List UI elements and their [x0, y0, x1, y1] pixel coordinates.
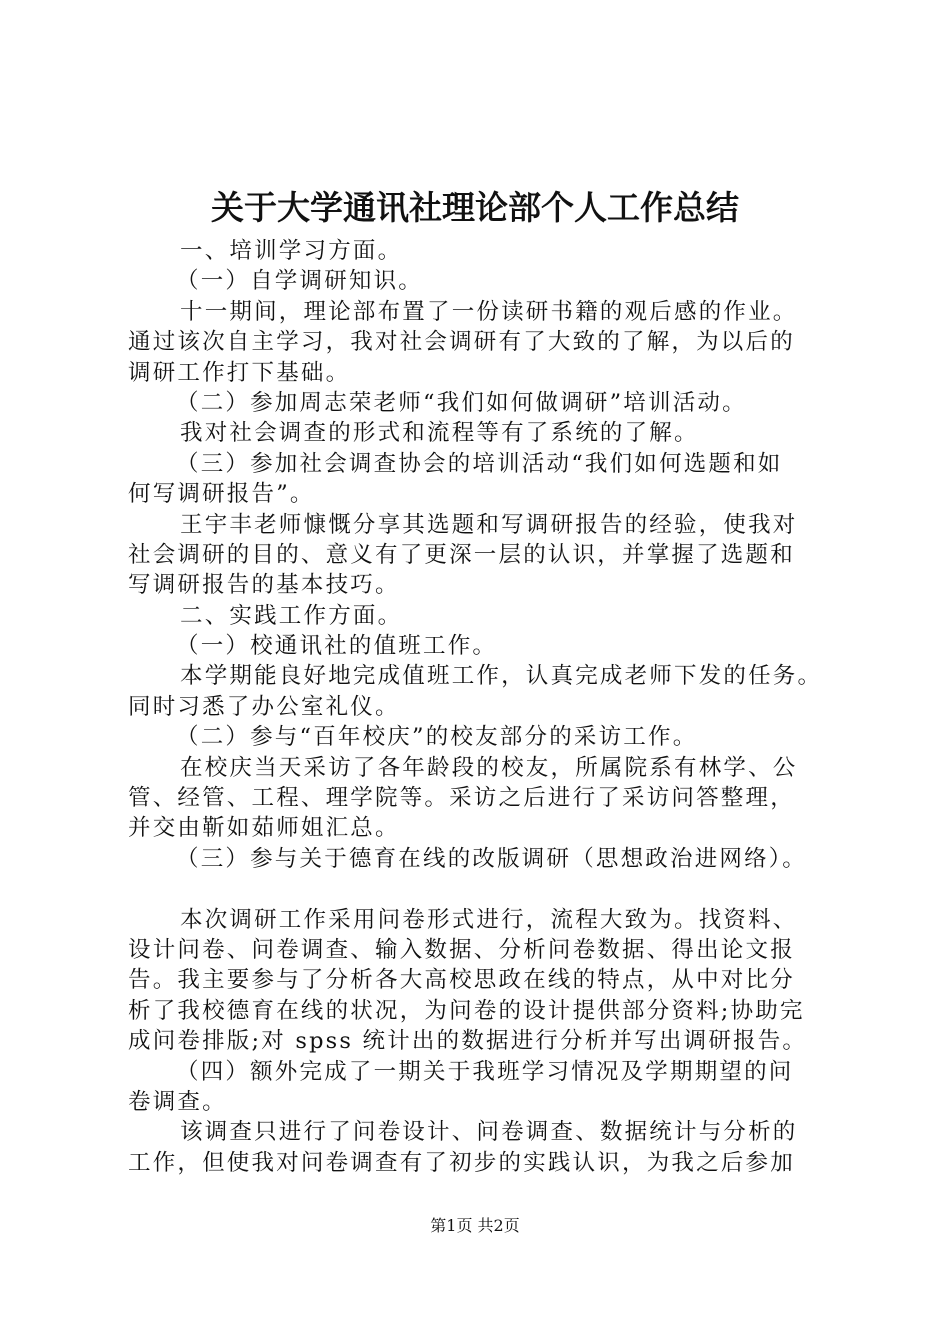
paragraph-line: 析了我校德育在线的状况，为问卷的设计提供部分资料;协助完 [128, 997, 805, 1024]
paragraph-line: 并交由靳如茹师姐汇总。 [128, 815, 400, 842]
paragraph-line: 该调查只进行了问卷设计、问卷调查、数据统计与分析的 [180, 1119, 798, 1146]
section-heading: 二、实践工作方面。 [180, 602, 403, 629]
subsection-heading: （四）额外完成了一期关于我班学习情况及学期期望的问 [176, 1058, 794, 1085]
paragraph-line: 告。我主要参与了分析各大高校思政在线的特点，从中对比分 [128, 967, 795, 994]
paragraph-line: 本次调研工作采用问卷形式进行，流程大致为。找资料、 [180, 906, 798, 933]
paragraph-line: 在校庆当天采访了各年龄段的校友，所属院系有林学、公 [180, 754, 798, 781]
subsection-heading: （三）参加社会调查协会的培训活动“我们如何选题和如 [176, 450, 783, 477]
subsection-heading: （二）参加周志荣老师“我们如何做调研”培训活动。 [176, 389, 747, 416]
subsection-heading: （一）自学调研知识。 [176, 268, 424, 295]
subsection-heading: （一）校通讯社的值班工作。 [176, 633, 498, 660]
subsection-heading: （三）参与关于德育在线的改版调研（思想政治进网络）。 [176, 845, 807, 872]
paragraph-line: 十一期间，理论部布置了一份读研书籍的观后感的作业。 [180, 298, 798, 325]
paragraph-line: 设计问卷、问卷调查、输入数据、分析问卷数据、得出论文报 [128, 936, 795, 963]
subsection-heading-continued: 何写调研报告”。 [128, 481, 315, 508]
paragraph-line: 我对社会调查的形式和流程等有了系统的了解。 [180, 420, 699, 447]
paragraph-line: 王宇丰老师慷慨分享其选题和写调研报告的经验，使我对 [180, 511, 798, 538]
section-heading: 一、培训学习方面。 [180, 238, 403, 264]
blank-line [128, 874, 840, 904]
page-footer: 第1页 共2页 [430, 1216, 520, 1235]
paragraph-line: 管、经管、工程、理学院等。采访之后进行了采访问答整理， [128, 785, 795, 812]
document-title: 关于大学通讯社理论部个人工作总结 [211, 188, 739, 227]
paragraph-line: 本学期能良好地完成值班工作，认真完成老师下发的任务。 [180, 663, 823, 690]
paragraph-line: 社会调研的目的、意义有了更深一层的认识，并掌握了选题和 [128, 541, 795, 568]
paragraph-line: 同时习悉了办公室礼仪。 [128, 693, 400, 720]
paragraph-line: 工作，但使我对问卷调查有了初步的实践认识，为我之后参加 [128, 1149, 795, 1176]
subsection-heading: （二）参与“百年校庆”的校友部分的采访工作。 [176, 724, 698, 751]
subsection-heading-continued: 卷调查。 [128, 1088, 227, 1115]
paragraph-line: 成问卷排版;对 spss 统计出的数据进行分析并写出调研报告。 [128, 1028, 808, 1055]
paragraph-line: 写调研报告的基本技巧。 [128, 572, 400, 599]
paragraph-line: 调研工作打下基础。 [128, 359, 351, 386]
paragraph-line: 通过该次自主学习，我对社会调研有了大致的了解，为以后的 [128, 329, 795, 356]
document-body [128, 236, 840, 1178]
